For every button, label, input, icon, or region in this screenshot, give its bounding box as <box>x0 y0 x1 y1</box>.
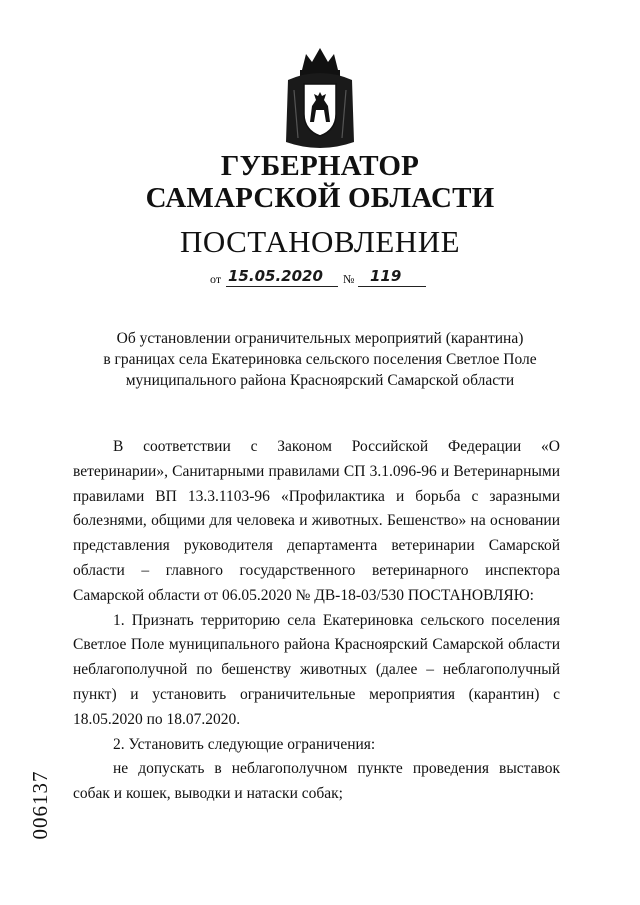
restriction-paragraph: не допускать в неблагополучном пункте проведения выставок собак и кошек, выводки и натаски собак; <box>73 760 560 803</box>
authority-title-line1: ГУБЕРНАТОР <box>220 150 420 182</box>
date-number-line <box>210 267 450 291</box>
document-subject <box>60 328 580 391</box>
subject-line: муниципального района Красноярский Самарской области <box>125 372 515 389</box>
document-body <box>73 435 560 807</box>
margin-serial-stamp <box>18 762 58 852</box>
number-label: № <box>343 272 355 286</box>
subject-line: Об установлении ограничительных мероприятий (карантина) <box>116 330 524 347</box>
serial-number: 006137 <box>28 770 52 840</box>
samara-coat-of-arms-icon <box>280 40 360 160</box>
preamble-paragraph: В соответствии с Законом Российской Федерации «О ветеринарии», Санитарными правилами СП 3.1.096-96 и Ветеринарными правилами ВП 13.3.1103-96 «Профилактика и борьба с заразными болезнями, общими для человека и животных. Бешенство» на основании представления руководителя департамента ветеринарии Самарской области – главного государственного ветеринарного инспектора Самарской области от 06.05.2020 № ДВ-18-03/530 ПОСТАНОВЛЯЮ: <box>73 438 560 604</box>
clause-1-paragraph: 1. Признать территорию села Екатериновка сельского поселения Светлое Поле муниципального района Красноярский Самарской области неблагополучной по бешенству животных (далее – неблагополучный пункт) и установить ограничительные мероприятия (карантин) с 18.05.2020 по 18.07.2020. <box>73 611 560 728</box>
subject-line: в границах села Екатериновка сельского поселения Светлое Поле <box>103 351 537 368</box>
clause-2-paragraph: 2. Установить следующие ограничения: <box>113 735 376 753</box>
authority-title-line2: САМАРСКОЙ ОБЛАСТИ <box>145 182 495 214</box>
number-underline <box>358 286 426 287</box>
date-value: 15.05.2020 <box>228 267 323 285</box>
date-underline <box>226 286 338 287</box>
number-value: 119 <box>370 267 402 285</box>
date-label: от <box>210 272 222 286</box>
document-type: ПОСТАНОВЛЕНИЕ <box>179 224 461 259</box>
